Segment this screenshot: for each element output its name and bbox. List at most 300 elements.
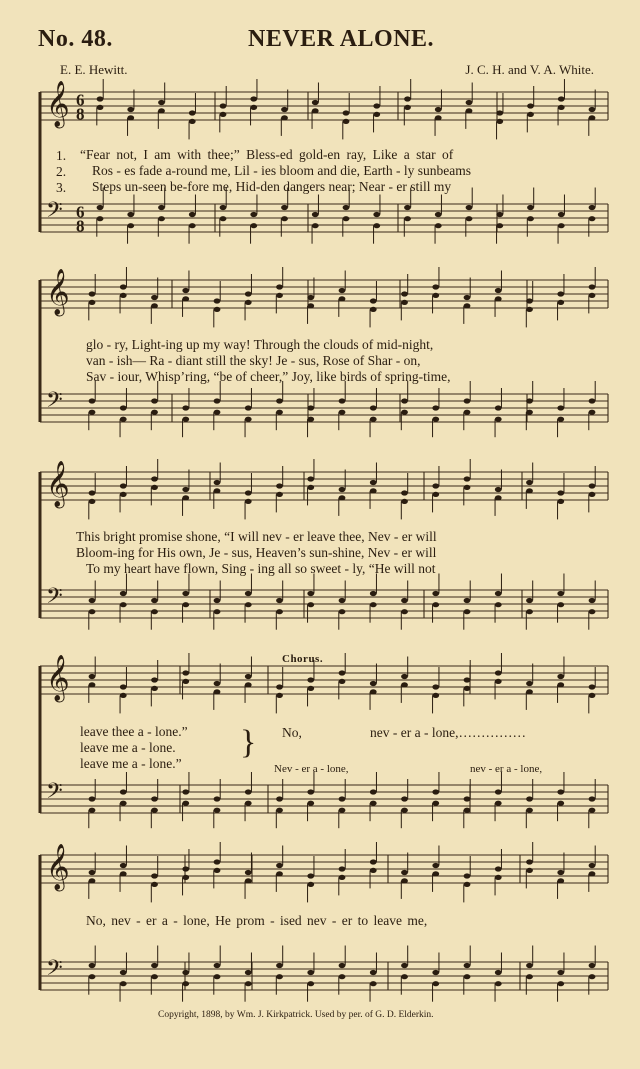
note-head [339, 288, 346, 293]
note-head [495, 801, 502, 806]
note-head [120, 483, 127, 488]
lyric-line: van - ish— Ra - diant still the sky! Je - sus, Rose of Shar - on, [86, 353, 421, 368]
note-head [589, 284, 596, 289]
note-head [214, 398, 221, 403]
note-head [307, 485, 314, 490]
note-head [526, 796, 533, 801]
note-head [466, 100, 473, 105]
note-head [526, 480, 533, 485]
note-head [526, 808, 533, 813]
note-head [432, 789, 439, 794]
note-head [214, 298, 221, 303]
note-head [432, 293, 439, 298]
note-head [404, 205, 411, 210]
note-head [495, 591, 502, 596]
note-head [182, 487, 189, 492]
verse-number: 2. [56, 164, 67, 179]
note-head [339, 495, 346, 500]
note-head [432, 871, 439, 876]
note-head [589, 863, 596, 868]
note-head [370, 681, 377, 686]
note-head [557, 602, 564, 607]
note-head [307, 801, 314, 806]
note-head [370, 868, 377, 873]
note-head [214, 974, 221, 979]
note-head [557, 405, 564, 410]
note-head [589, 684, 596, 689]
note-head [214, 796, 221, 801]
note-head [589, 492, 596, 497]
note-head [307, 970, 314, 975]
note-head [151, 303, 158, 308]
note-head [220, 112, 227, 117]
note-head [370, 981, 377, 986]
note-head [339, 974, 346, 979]
note-head [339, 808, 346, 813]
note-head [339, 679, 346, 684]
note-head [339, 875, 346, 880]
note-head [276, 398, 283, 403]
note-head [120, 863, 127, 868]
note-head [495, 417, 502, 422]
note-head [589, 483, 596, 488]
note-head [557, 682, 564, 687]
note-head [432, 591, 439, 596]
note-head [276, 808, 283, 813]
note-head [307, 417, 314, 422]
note-head [89, 499, 96, 504]
note-head [495, 495, 502, 500]
note-head [120, 405, 127, 410]
note-head [370, 859, 377, 864]
bass-clef-icon: 𝄢 [46, 778, 63, 809]
note-head [401, 499, 408, 504]
note-head [307, 602, 314, 607]
lyric-line: To my heart have flown, Sing - ing all so sweet - ly, “He will not [86, 561, 436, 576]
chorus-lyric: Nev - er a - lone, [274, 763, 349, 775]
bass-clef-icon: 𝄢 [46, 583, 63, 614]
note-head [432, 693, 439, 698]
note-head [527, 112, 534, 117]
note-head [464, 963, 471, 968]
chorus-label: Chorus. [282, 653, 324, 665]
chorus-lyric: No, [282, 725, 302, 740]
note-head [466, 205, 473, 210]
note-head [120, 789, 127, 794]
note-head [370, 689, 377, 694]
note-head [339, 609, 346, 614]
note-head [401, 609, 408, 614]
note-head [464, 974, 471, 979]
note-head [339, 296, 346, 301]
note-head [432, 684, 439, 689]
note-head [89, 878, 96, 883]
note-head [281, 115, 288, 120]
note-head [189, 119, 196, 124]
note-head [495, 405, 502, 410]
note-head [495, 670, 502, 675]
note-head [97, 105, 104, 110]
note-head [589, 598, 596, 603]
treble-clef-icon: 𝄞 [46, 844, 70, 891]
note-head [276, 284, 283, 289]
note-head [281, 107, 288, 112]
note-head [151, 873, 158, 878]
note-head [589, 808, 596, 813]
note-head [432, 492, 439, 497]
note-head [370, 298, 377, 303]
lyric-line: “Fear not, I am with thee;” Bless-ed gold-en ray, Like a star of [80, 147, 454, 162]
note-head [526, 609, 533, 614]
note-head [214, 480, 221, 485]
note-head [307, 303, 314, 308]
note-head [89, 609, 96, 614]
note-head [527, 205, 534, 210]
note-head [464, 882, 471, 887]
note-head [127, 115, 134, 120]
note-head [464, 485, 471, 490]
note-head [120, 284, 127, 289]
note-head [401, 598, 408, 603]
note-head [89, 598, 96, 603]
note-head [370, 789, 377, 794]
note-head [158, 205, 165, 210]
lyric-line: leave me a - lone.” [80, 756, 182, 771]
note-head [307, 476, 314, 481]
note-head [370, 801, 377, 806]
bass-clef-icon: 𝄢 [46, 955, 63, 986]
bass-clef-icon: 𝄢 [46, 197, 63, 228]
note-head [245, 970, 252, 975]
note-head [526, 859, 533, 864]
note-head [250, 105, 257, 110]
composer-credit: J. C. H. and V. A. White. [465, 62, 594, 77]
note-head [401, 808, 408, 813]
note-head [526, 598, 533, 603]
chorus-lyric: nev - er a - lone, [470, 763, 543, 775]
note-head [307, 677, 314, 682]
note-head [435, 212, 442, 217]
lyric-line: glo - ry, Light-ing up my way! Through the clouds of mid-night, [86, 337, 434, 352]
note-head [557, 490, 564, 495]
note-head [557, 300, 564, 305]
note-head [182, 670, 189, 675]
note-head [120, 492, 127, 497]
note-head [373, 223, 380, 228]
note-head [557, 870, 564, 875]
note-head [589, 871, 596, 876]
treble-clef-icon: 𝄞 [46, 269, 70, 316]
note-head [401, 796, 408, 801]
note-head [151, 485, 158, 490]
treble-clef-icon: 𝄞 [46, 461, 70, 508]
note-head [245, 291, 252, 296]
note-head [220, 216, 227, 221]
note-head [526, 963, 533, 968]
note-head [245, 591, 252, 596]
note-head [307, 873, 314, 878]
note-head [89, 300, 96, 305]
note-head [589, 293, 596, 298]
note-head [245, 417, 252, 422]
note-head [276, 609, 283, 614]
note-head [464, 808, 471, 813]
note-head [404, 216, 411, 221]
lyric-line: Bloom-ing for His own, Je - sus, Heaven’s sun-shine, Nev - er will [76, 545, 437, 560]
note-head [526, 398, 533, 403]
note-head [120, 293, 127, 298]
note-head [120, 693, 127, 698]
note-head [401, 963, 408, 968]
note-head [373, 112, 380, 117]
note-head [120, 417, 127, 422]
note-head [432, 970, 439, 975]
note-head [339, 963, 346, 968]
lyric-line: No, nev - er a - lone, He prom - ised nev - er to leave me, [86, 913, 428, 928]
note-head [312, 100, 319, 105]
note-head [120, 871, 127, 876]
note-head [526, 410, 533, 415]
note-head [495, 970, 502, 975]
note-head [495, 296, 502, 301]
note-head [276, 871, 283, 876]
note-head [526, 488, 533, 493]
note-head [526, 689, 533, 694]
note-head [404, 105, 411, 110]
note-head [89, 808, 96, 813]
note-head [495, 789, 502, 794]
note-head [307, 295, 314, 300]
note-head [158, 108, 165, 113]
lyric-line: leave me a - lone. [80, 740, 176, 755]
note-head [339, 487, 346, 492]
note-head [370, 480, 377, 485]
note-head [495, 981, 502, 986]
note-head [495, 487, 502, 492]
note-head [245, 682, 252, 687]
note-head [214, 868, 221, 873]
note-head [245, 789, 252, 794]
note-head [589, 796, 596, 801]
note-head [370, 602, 377, 607]
note-head [557, 499, 564, 504]
note-head [214, 410, 221, 415]
note-head [276, 963, 283, 968]
note-head [182, 417, 189, 422]
note-head [464, 410, 471, 415]
note-head [151, 963, 158, 968]
note-head [214, 963, 221, 968]
note-head [276, 796, 283, 801]
note-head [307, 981, 314, 986]
note-head [464, 476, 471, 481]
note-head [401, 870, 408, 875]
time-signature-bottom: 8 [76, 216, 85, 236]
note-head [127, 212, 134, 217]
note-head [276, 974, 283, 979]
note-head [401, 674, 408, 679]
note-head [89, 674, 96, 679]
note-head [401, 682, 408, 687]
note-head [151, 410, 158, 415]
note-head [189, 110, 196, 115]
note-head [435, 107, 442, 112]
note-head [464, 873, 471, 878]
note-head [495, 866, 502, 871]
note-head [435, 223, 442, 228]
note-head [589, 609, 596, 614]
note-head [89, 398, 96, 403]
time-signature-top: 6 [76, 90, 85, 110]
hymn-title: NEVER ALONE. [248, 26, 435, 52]
note-head [401, 490, 408, 495]
note-head [589, 974, 596, 979]
chorus-lyric: nev - er a - lone,…………… [370, 725, 526, 740]
verse-number: 3. [56, 180, 67, 195]
note-head [370, 405, 377, 410]
note-head [343, 110, 350, 115]
note-head [89, 291, 96, 296]
note-head [558, 223, 565, 228]
note-head [464, 303, 471, 308]
note-head [432, 417, 439, 422]
note-head [464, 295, 471, 300]
note-head [464, 609, 471, 614]
note-head [89, 682, 96, 687]
note-head [214, 598, 221, 603]
note-head [370, 591, 377, 596]
note-head [557, 801, 564, 806]
note-head [89, 796, 96, 801]
note-head [307, 686, 314, 691]
note-head [307, 591, 314, 596]
note-head [307, 882, 314, 887]
note-head [214, 307, 221, 312]
note-head [245, 870, 252, 875]
note-head [214, 859, 221, 864]
note-head [151, 808, 158, 813]
note-head [401, 974, 408, 979]
note-head [220, 103, 227, 108]
brace: } [240, 724, 257, 761]
note-head [370, 488, 377, 493]
lyric-line: This bright promise shone, “I will nev - er leave thee, Nev - er will [76, 529, 437, 544]
note-head [151, 686, 158, 691]
note-head [276, 483, 283, 488]
note-head [466, 108, 473, 113]
treble-clef-icon: 𝄞 [46, 655, 70, 702]
note-head [466, 216, 473, 221]
note-head [464, 686, 471, 691]
note-head [370, 417, 377, 422]
note-head [339, 670, 346, 675]
note-head [339, 398, 346, 403]
note-head [558, 212, 565, 217]
note-head [557, 970, 564, 975]
note-head [495, 679, 502, 684]
note-head [281, 216, 288, 221]
note-head [339, 866, 346, 871]
note-head [182, 801, 189, 806]
note-head [589, 205, 596, 210]
note-head [589, 216, 596, 221]
note-head [526, 298, 533, 303]
note-head [250, 223, 257, 228]
note-head [127, 223, 134, 228]
lyricist-credit: E. E. Hewitt. [60, 62, 128, 77]
note-head [589, 107, 596, 112]
note-head [151, 295, 158, 300]
bass-clef-icon: 𝄢 [46, 387, 63, 418]
lyric-line: leave thee a - lone.” [80, 724, 188, 739]
note-head [312, 212, 319, 217]
note-head [373, 103, 380, 108]
note-head [401, 410, 408, 415]
note-head [276, 684, 283, 689]
note-head [589, 398, 596, 403]
note-head [401, 291, 408, 296]
note-head [189, 223, 196, 228]
note-head [432, 602, 439, 607]
note-head [189, 212, 196, 217]
note-head [182, 602, 189, 607]
note-head [557, 789, 564, 794]
note-head [245, 405, 252, 410]
lyric-line: Sav - iour, Whisp’ring, “be of cheer,” Joy, like birds of spring-time, [86, 369, 451, 384]
note-head [404, 96, 411, 101]
note-head [589, 963, 596, 968]
note-head [182, 405, 189, 410]
note-head [182, 789, 189, 794]
note-head [214, 609, 221, 614]
note-head [373, 212, 380, 217]
note-head [558, 96, 565, 101]
note-head [432, 981, 439, 986]
note-head [343, 205, 350, 210]
note-head [526, 307, 533, 312]
note-head [151, 677, 158, 682]
note-head [276, 693, 283, 698]
note-head [120, 801, 127, 806]
note-head [557, 591, 564, 596]
note-head [182, 970, 189, 975]
note-head [151, 796, 158, 801]
note-head [496, 223, 503, 228]
note-head [245, 602, 252, 607]
note-head [120, 981, 127, 986]
note-head [339, 796, 346, 801]
note-head [495, 602, 502, 607]
note-head [182, 679, 189, 684]
note-head [527, 103, 534, 108]
note-head [89, 490, 96, 495]
note-head [496, 212, 503, 217]
note-head [182, 288, 189, 293]
note-head [89, 410, 96, 415]
note-head [432, 483, 439, 488]
note-head [307, 789, 314, 794]
note-head [464, 398, 471, 403]
note-head [435, 115, 442, 120]
note-head [89, 974, 96, 979]
note-head [214, 689, 221, 694]
note-head [97, 205, 104, 210]
hymn-number: No. 48. [38, 26, 113, 52]
note-head [526, 868, 533, 873]
note-head [557, 417, 564, 422]
note-head [151, 476, 158, 481]
note-head [182, 866, 189, 871]
